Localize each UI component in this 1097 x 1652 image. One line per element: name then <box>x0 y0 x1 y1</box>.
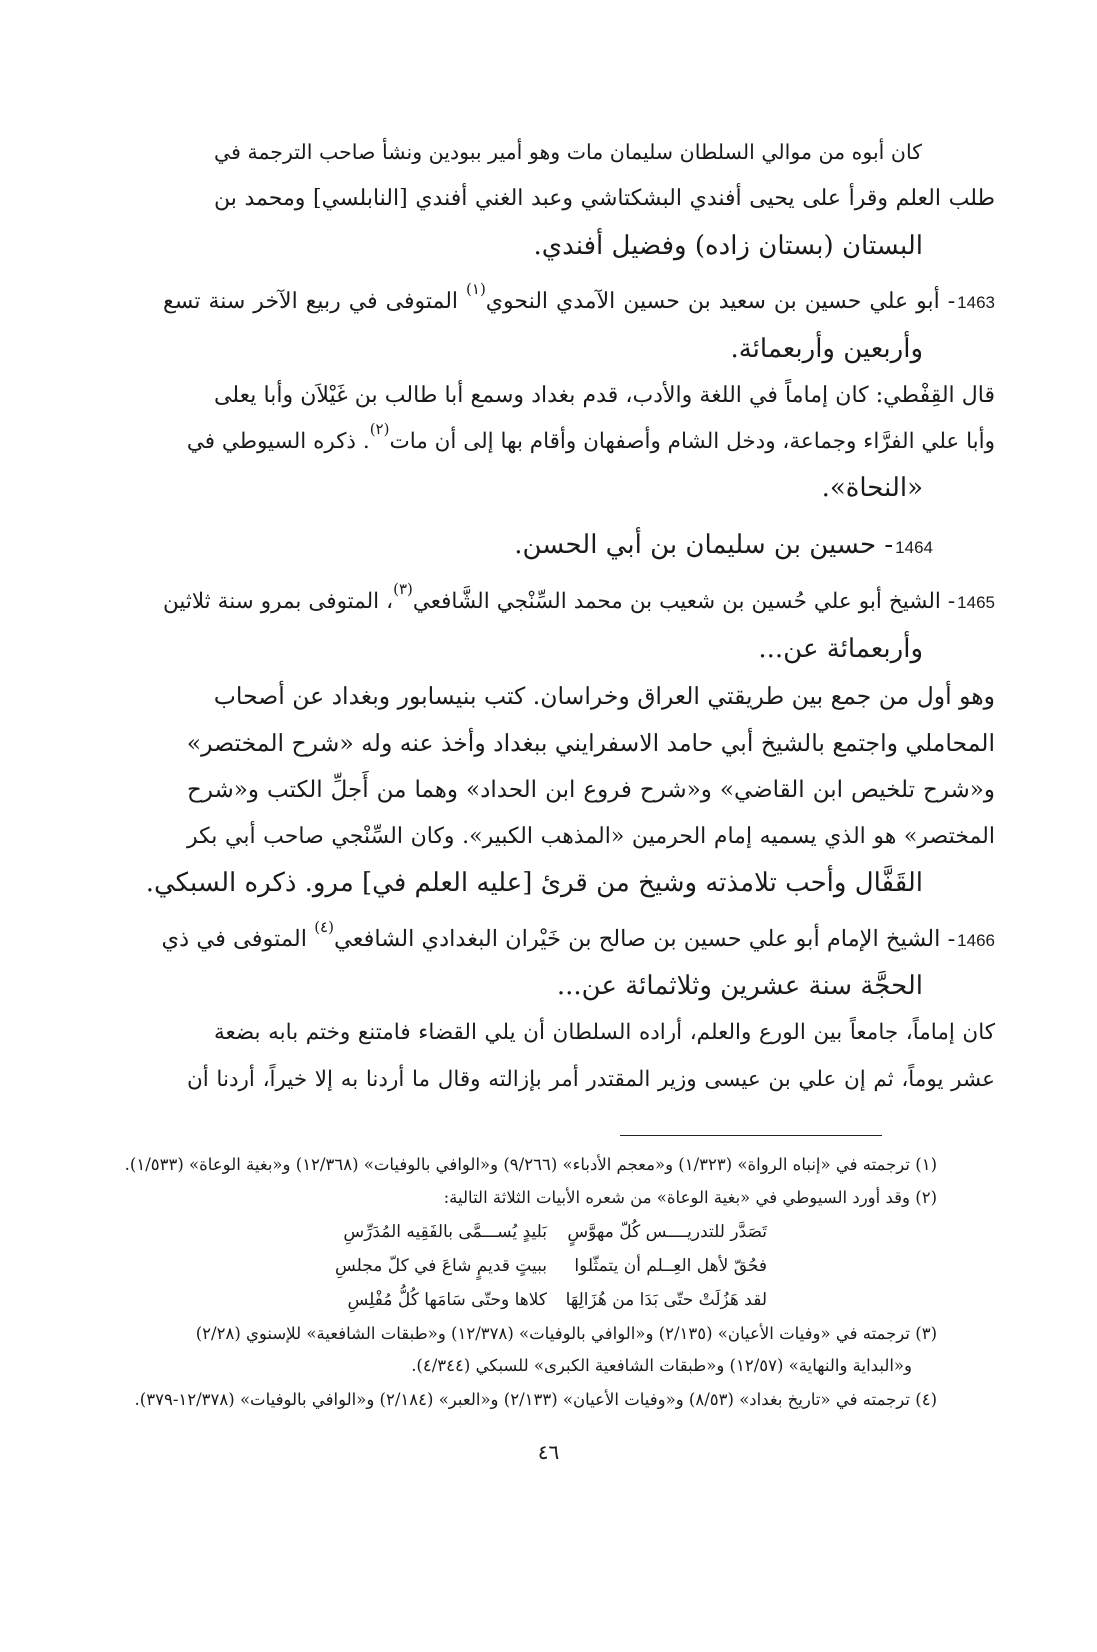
entry-1463-p1: قال القِفْطي: كان إماماً في اللغة والأدب، قدم بغداد وسمع أبا طالب بن غَيْلاَن وأبا يعلى <box>214 383 995 408</box>
entry-number: 1463 <box>957 293 995 312</box>
entry-number: 1465 <box>957 593 995 612</box>
entry-1465-p5: القَفَّال وأحب تلامذته وشيخ من قرئ [عليه العلم في] مرو. ذكره السبكي. <box>145 868 923 898</box>
verse-3-first: لقد هَزُلَتْ حتّى بَدَا من هُزَالِهَا <box>565 1290 767 1310</box>
footnote-1: (١) ترجمته في «إنباه الرواة» (١/٣٢٣) و«معجم الأدباء» (٩/٢٦٦) و«الوافي بالوفيات» (١٢/٣٦٨) و«بغية الوعاة» (١/٥٣٣). <box>124 1155 937 1174</box>
verse-1-second: بَليدٍ يُســـمَّى بالفَقِيه المُدَرِّسِ <box>343 1222 547 1242</box>
entry-1463-p3: «النحاة». <box>821 473 923 503</box>
footnote-ref: (١) <box>466 279 486 298</box>
footnote-ref: (٤) <box>314 917 334 936</box>
entry-1464-heading: 1464- حسين بن سليمان بن أبي الحسن. <box>514 527 933 566</box>
entry-1463-heading: 1463- أبو علي حسين بن سعيد بن حسين الآمدي النحوي$^{(١)}$ المتوفى في ربيع الآخر سنة تسع <box>163 284 995 321</box>
verse-3-second: كلاها وحتّى سَامَها كُلُّ مُفْلِسِ <box>347 1290 547 1310</box>
verse-2-first: فحُقّ لأهل العِــلم أن يتمثّلوا <box>574 1256 767 1276</box>
entry-1463-p2: وأبا علي الفرَّاء وجماعة، ودخل الشام وأصفهان وأقام بها إلى أن مات$^{(٢)}$. ذكره السيوطي في <box>186 419 995 454</box>
entry-1466-p1: كان إماماً، جامعاً بين الورع والعلم، أراده السلطان أن يلي القضاء فامتنع وختم بابه بضعة <box>214 1020 995 1045</box>
entry-1465-p2: المحاملي واجتمع بالشيخ أبي حامد الاسفرايني ببغداد وأخذ عنه وله «شرح المختصر» <box>186 729 995 757</box>
footnote-separator <box>620 1135 882 1136</box>
verse-2-second: ببيتٍ قديمٍ شاعَ في كلّ مجلسِ <box>334 1256 547 1276</box>
intro-line-1: كان أبوه من موالي السلطان سليمان مات وهو أمير ببودين ونشأ صاحب الترجمة في <box>214 140 922 164</box>
entry-number: 1466 <box>957 931 995 950</box>
intro-line-3: البستان (بستان زاده) وفضيل أفندي. <box>533 231 923 261</box>
entry-1465-p1: وهو أول من جمع بين طريقتي العراق وخراسان. كتب بنيسابور وبغداد عن أصحاب <box>213 682 995 710</box>
footnote-ref: (٢) <box>369 419 390 438</box>
entry-1466-heading: 1466- الشيخ الإمام أبو علي حسين بن صالح بن خَيْران البغدادي الشافعي$^{(٤)}$ المتوفى في ذي <box>163 921 995 959</box>
entry-number: 1464 <box>895 538 933 557</box>
entry-1465-p4: المختصر» هو الذي يسميه إمام الحرمين «المذهب الكبير». وكان السِّنْجي صاحب أبي بكر <box>187 824 995 849</box>
entry-1463-line-2: وأربعين وأربعمائة. <box>730 334 923 364</box>
footnote-2: (٢) وقد أورد السيوطي في «بغية الوعاة» من شعره الأبيات الثلاثة التالية: <box>443 1188 937 1207</box>
footnote-ref: (٣) <box>393 579 413 598</box>
page-number: ٤٦ <box>537 1440 560 1464</box>
intro-line-2: طلب العلم وقرأ على يحيى أفندي البشكتاشي وعبد الغني أفندي [النابلسي] ومحمد بن <box>214 186 995 211</box>
footnote-4: (٤) ترجمته في «تاريخ بغداد» (٨/٥٣) و«وفيات الأعيان» (٢/١٣٣) و«العبر» (٢/١٨٤) و«الوافي بالوفيات» (١٢/٣٧٨-٣٧٩). <box>134 1390 937 1409</box>
footnote-3-line-2: و«البداية والنهاية» (١٢/٥٧) و«طبقات الشافعية الكبرى» للسبكي (٤/٣٤٤). <box>411 1356 912 1375</box>
footnote-3-line-1: (٣) ترجمته في «وفيات الأعيان» (٢/١٣٥) و«الوافي بالوفيات» (١٢/٣٧٨) و«طبقات الشافعية» للإسنوي (٢/٢٨) <box>195 1324 937 1343</box>
entry-1466-p2: عشر يوماً، ثم إن علي بن عيسى وزير المقتدر أمر بإزالته وقال ما أردنا به إلا خيراً، أردنا أن <box>187 1067 995 1092</box>
entry-1465-p3: و«شرح تلخيص ابن القاضي» و«شرح فروع ابن الحداد» وهما من أَجلِّ الكتب و«شرح <box>187 777 995 803</box>
entry-1466-line-2: الحجَّة سنة عشرين وثلاثمائة عن... <box>556 971 923 1001</box>
entry-1465-heading: 1465- الشيخ أبو علي حُسين بن شعيب بن محمد السِّنْجي الشَّافعي$^{(٣)}$، المتوفى بمرو سنة ثلاثين <box>163 584 995 621</box>
entry-1465-line-2: وأربعمائة عن... <box>758 634 923 664</box>
verse-1-first: تَصَدَّر للتدريــــس كُلّ مهوَّسٍ <box>567 1222 767 1242</box>
